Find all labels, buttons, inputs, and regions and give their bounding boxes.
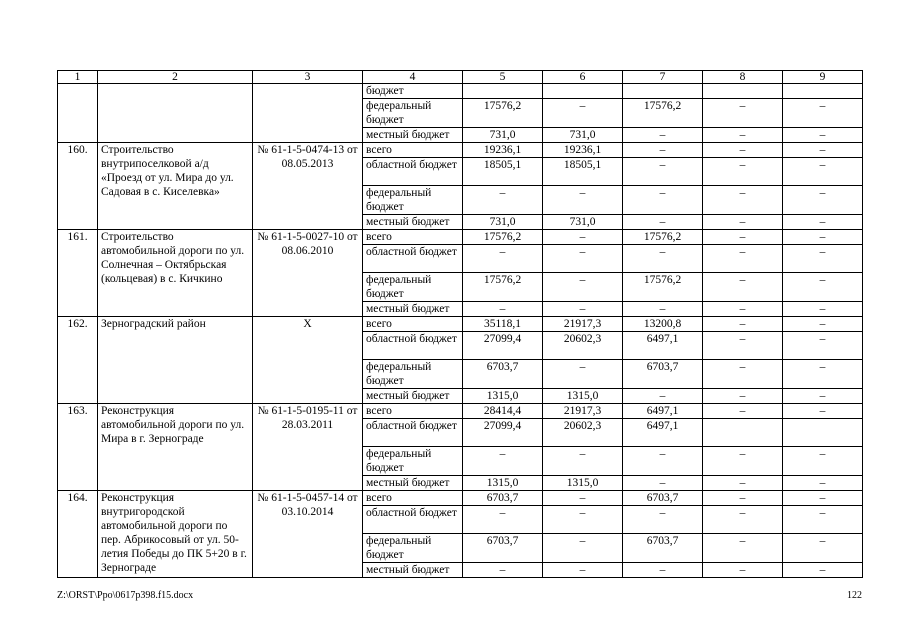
value-cell: –	[543, 534, 623, 563]
value-cell: –	[703, 389, 783, 404]
value-cell	[783, 84, 863, 99]
item-document: X	[253, 317, 363, 404]
budget-type-cell: местный бюджет	[363, 302, 463, 317]
value-cell: 6497,1	[623, 419, 703, 447]
value-cell: –	[783, 158, 863, 186]
value-cell: 21917,3	[543, 404, 623, 419]
budget-type-cell: местный бюджет	[363, 215, 463, 230]
value-cell: 731,0	[543, 215, 623, 230]
item-number: 164.	[58, 491, 98, 578]
value-cell: –	[703, 476, 783, 491]
header-cell: 2	[98, 71, 253, 84]
table-row	[58, 317, 863, 332]
value-cell: 17576,2	[623, 230, 703, 245]
item-name: Зерноградский район	[98, 317, 253, 404]
value-cell: –	[543, 230, 623, 245]
value-cell: –	[623, 128, 703, 143]
budget-type-cell: федеральный бюджет	[363, 447, 463, 476]
budget-type-cell: федеральный бюджет	[363, 99, 463, 128]
value-cell: –	[783, 245, 863, 273]
value-cell: –	[783, 360, 863, 389]
value-cell: –	[783, 506, 863, 534]
item-number: 160.	[58, 143, 98, 230]
value-cell: 731,0	[463, 128, 543, 143]
value-cell: –	[463, 563, 543, 578]
value-cell: –	[783, 447, 863, 476]
header-cell: 5	[463, 71, 543, 84]
table-row	[58, 404, 863, 419]
value-cell: –	[543, 245, 623, 273]
value-cell: –	[543, 491, 623, 506]
item-name: Строительство автомобильной дороги по ул. Солнечная – Октябрьская (кольцевая) в с. Кичкино	[98, 230, 253, 317]
empty-cell	[98, 84, 253, 143]
budget-type-cell: федеральный бюджет	[363, 534, 463, 563]
value-cell: –	[463, 302, 543, 317]
value-cell: 17576,2	[623, 99, 703, 128]
value-cell: –	[623, 302, 703, 317]
value-cell: –	[623, 563, 703, 578]
value-cell: 6703,7	[463, 360, 543, 389]
value-cell: 19236,1	[543, 143, 623, 158]
budget-type-cell: местный бюджет	[363, 389, 463, 404]
value-cell	[463, 84, 543, 99]
table-row	[58, 84, 863, 99]
value-cell: 18505,1	[543, 158, 623, 186]
item-name: Реконструкция внутригородской автомобильной дороги по пер. Абрикосовый от ул. 50-летия Победы до ПК 5+20 в г. Зернограде	[98, 491, 253, 578]
budget-table	[57, 70, 863, 578]
value-cell: 731,0	[463, 215, 543, 230]
table-row	[58, 230, 863, 245]
value-cell: 17576,2	[463, 230, 543, 245]
header-cell: 6	[543, 71, 623, 84]
page-number: 122	[847, 590, 862, 601]
budget-type-cell: местный бюджет	[363, 476, 463, 491]
value-cell: –	[703, 99, 783, 128]
budget-type-cell: областной бюджет	[363, 332, 463, 360]
value-cell: 35118,1	[463, 317, 543, 332]
empty-cell	[253, 84, 363, 143]
value-cell: –	[463, 245, 543, 273]
value-cell: –	[623, 447, 703, 476]
value-cell: –	[543, 99, 623, 128]
budget-type-cell: всего	[363, 317, 463, 332]
budget-type-cell: областной бюджет	[363, 245, 463, 273]
value-cell: –	[543, 302, 623, 317]
file-path: Z:\ORST\Ppo\0617p398.f15.docx	[57, 590, 194, 601]
value-cell: –	[703, 273, 783, 302]
item-name: Реконструкция автомобильной дороги по ул. Мира в г. Зернограде	[98, 404, 253, 491]
table-row	[58, 491, 863, 506]
item-number: 162.	[58, 317, 98, 404]
item-name: Строительство внутрипоселковой а/д «Проезд от ул. Мира до ул. Садовая в с. Киселевка»	[98, 143, 253, 230]
budget-type-cell: местный бюджет	[363, 128, 463, 143]
item-document: № 61-1-5-0195-11 от 28.03.2011	[253, 404, 363, 491]
budget-type-cell: областной бюджет	[363, 506, 463, 534]
value-cell: –	[543, 563, 623, 578]
budget-type-cell: всего	[363, 143, 463, 158]
value-cell: –	[703, 230, 783, 245]
value-cell: 6703,7	[623, 360, 703, 389]
value-cell: –	[463, 506, 543, 534]
value-cell: –	[703, 186, 783, 215]
value-cell: –	[463, 447, 543, 476]
value-cell: –	[543, 506, 623, 534]
budget-type-cell: областной бюджет	[363, 158, 463, 186]
table-header	[58, 71, 863, 84]
header-cell: 3	[253, 71, 363, 84]
value-cell: –	[703, 332, 783, 360]
value-cell: –	[623, 476, 703, 491]
value-cell: –	[703, 143, 783, 158]
value-cell: –	[623, 506, 703, 534]
header-cell: 9	[783, 71, 863, 84]
value-cell: –	[703, 302, 783, 317]
item-number: 161.	[58, 230, 98, 317]
value-cell: –	[783, 215, 863, 230]
value-cell	[783, 419, 863, 447]
budget-type-cell: федеральный бюджет	[363, 273, 463, 302]
budget-type-cell: всего	[363, 230, 463, 245]
value-cell: –	[703, 360, 783, 389]
value-cell: 1315,0	[543, 389, 623, 404]
header-cell: 7	[623, 71, 703, 84]
value-cell: –	[783, 230, 863, 245]
budget-type-cell: всего	[363, 404, 463, 419]
value-cell: –	[783, 143, 863, 158]
value-cell	[703, 419, 783, 447]
value-cell: –	[703, 317, 783, 332]
value-cell: 28414,4	[463, 404, 543, 419]
value-cell	[703, 84, 783, 99]
value-cell: –	[783, 404, 863, 419]
value-cell: 731,0	[543, 128, 623, 143]
value-cell: –	[463, 186, 543, 215]
value-cell: –	[783, 302, 863, 317]
value-cell: 27099,4	[463, 419, 543, 447]
value-cell: 21917,3	[543, 317, 623, 332]
value-cell: 17576,2	[463, 273, 543, 302]
value-cell: 6703,7	[463, 491, 543, 506]
value-cell	[543, 84, 623, 99]
value-cell: 17576,2	[463, 99, 543, 128]
value-cell: –	[543, 360, 623, 389]
value-cell: –	[703, 215, 783, 230]
item-document: № 61-1-5-0474-13 от 08.05.2013	[253, 143, 363, 230]
value-cell: –	[623, 158, 703, 186]
value-cell: –	[703, 534, 783, 563]
value-cell: –	[623, 215, 703, 230]
value-cell	[623, 84, 703, 99]
value-cell: –	[703, 158, 783, 186]
budget-type-cell: федеральный бюджет	[363, 186, 463, 215]
header-cell: 4	[363, 71, 463, 84]
header-cell: 8	[703, 71, 783, 84]
value-cell: –	[703, 447, 783, 476]
empty-cell	[58, 84, 98, 143]
value-cell: –	[783, 128, 863, 143]
value-cell: –	[783, 491, 863, 506]
budget-type-cell: всего	[363, 491, 463, 506]
value-cell: –	[703, 245, 783, 273]
budget-type-cell: федеральный бюджет	[363, 360, 463, 389]
value-cell: 18505,1	[463, 158, 543, 186]
value-cell: –	[783, 332, 863, 360]
value-cell: 1315,0	[463, 476, 543, 491]
value-cell: –	[623, 245, 703, 273]
item-number: 163.	[58, 404, 98, 491]
value-cell: –	[783, 534, 863, 563]
value-cell: 6497,1	[623, 332, 703, 360]
value-cell: –	[543, 186, 623, 215]
header-cell: 1	[58, 71, 98, 84]
value-cell: 6497,1	[623, 404, 703, 419]
value-cell: –	[543, 273, 623, 302]
value-cell: –	[783, 389, 863, 404]
value-cell: –	[783, 563, 863, 578]
item-document: № 61-1-5-0027-10 от 08.06.2010	[253, 230, 363, 317]
value-cell: 20602,3	[543, 419, 623, 447]
budget-type-cell: областной бюджет	[363, 419, 463, 447]
value-cell: 1315,0	[543, 476, 623, 491]
value-cell: –	[703, 404, 783, 419]
value-cell: –	[703, 563, 783, 578]
value-cell: –	[543, 447, 623, 476]
value-cell: 19236,1	[463, 143, 543, 158]
budget-type-cell: бюджет	[363, 84, 463, 99]
value-cell: –	[623, 389, 703, 404]
value-cell: 27099,4	[463, 332, 543, 360]
value-cell: 6703,7	[623, 491, 703, 506]
table-body	[58, 84, 863, 578]
header-row	[58, 71, 863, 84]
value-cell: –	[783, 186, 863, 215]
value-cell: –	[623, 143, 703, 158]
value-cell: 1315,0	[463, 389, 543, 404]
value-cell: –	[783, 99, 863, 128]
budget-type-cell: местный бюджет	[363, 563, 463, 578]
value-cell: –	[783, 273, 863, 302]
value-cell: –	[703, 491, 783, 506]
value-cell: 6703,7	[623, 534, 703, 563]
value-cell: 13200,8	[623, 317, 703, 332]
value-cell: –	[783, 476, 863, 491]
item-document: № 61-1-5-0457-14 от 03.10.2014	[253, 491, 363, 578]
value-cell: –	[623, 186, 703, 215]
value-cell: –	[703, 506, 783, 534]
value-cell: 17576,2	[623, 273, 703, 302]
value-cell: –	[703, 128, 783, 143]
value-cell: 20602,3	[543, 332, 623, 360]
value-cell: –	[783, 317, 863, 332]
table-row	[58, 143, 863, 158]
value-cell: 6703,7	[463, 534, 543, 563]
